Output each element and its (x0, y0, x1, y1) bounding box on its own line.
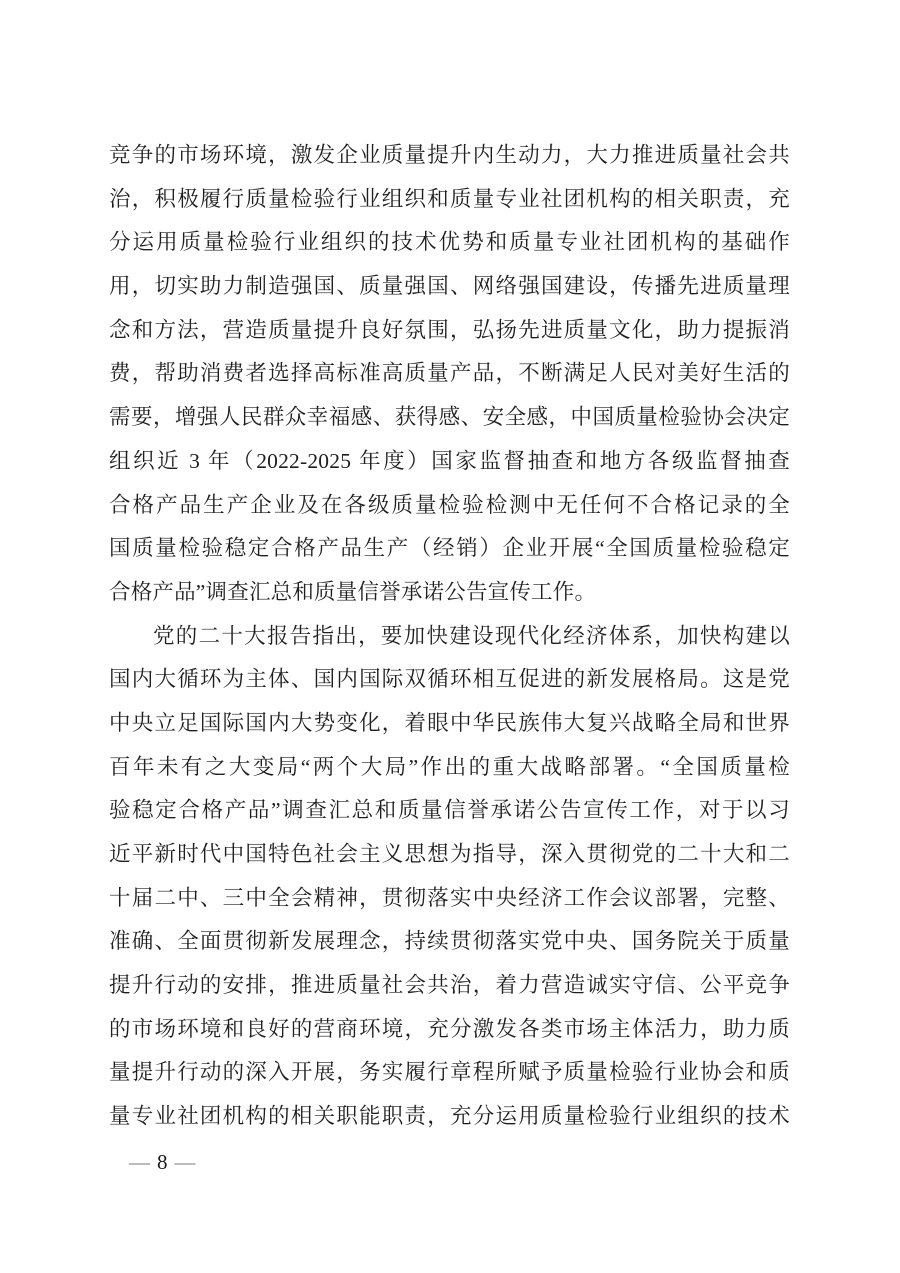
text-line: 量提升行动的深入开展，务实履行章程所赋予质量检验行业协会和质 (109, 1060, 790, 1085)
text-line: 提升行动的安排，推进质量社会共治，着力营造诚实守信、公平竞争 (109, 973, 790, 998)
text-line: 的市场环境和良好的营商环境，充分激发各类市场主体活力，助力质 (109, 1016, 790, 1041)
text-line: 分运用质量检验行业组织的技术优势和质量专业社团机构的基础作 (109, 230, 790, 255)
text-line: 十届二中、三中全会精神，贯彻落实中央经济工作会议部署，完整、 (109, 885, 790, 910)
text-line: 竞争的市场环境，激发企业质量提升内生动力，大力推进质量社会共 (109, 143, 790, 167)
text-line: 需要，增强人民群众幸福感、获得感、安全感，中国质量检验协会决定 (109, 405, 790, 430)
text-line: 准确、全面贯彻新发展理念，持续贯彻落实党中央、国务院关于质量 (109, 929, 790, 954)
page-number-dash-left: — (129, 1150, 150, 1174)
body-text (109, 134, 790, 1139)
page-number (129, 1146, 196, 1178)
text-line: 合格产品生产企业及在各级质量检验检测中无任何不合格记录的全 (109, 492, 790, 517)
text-line: 费，帮助消费者选择高标准高质量产品，不断满足人民对美好生活的 (109, 361, 790, 386)
text-line: 党的二十大报告指出，要加快建设现代化经济体系，加快构建以 (153, 623, 790, 648)
paragraph-2 (109, 615, 790, 1139)
page-number-value: 8 (157, 1150, 168, 1174)
text-line: 用，切实助力制造强国、质量强国、网络强国建设，传播先进质量理 (109, 274, 790, 299)
page-number-dash-right: — (174, 1150, 196, 1174)
text-line: 百年未有之大变局“两个大局”作出的重大战略部署。“全国质量检 (109, 754, 790, 779)
text-line: 治，积极履行质量检验行业组织和质量专业社团机构的相关职责，充 (109, 186, 790, 211)
text-line: 组织近 3 年（2022-2025 年度）国家监督抽查和地方各级监督抽查 (109, 448, 790, 473)
text-line: 近平新时代中国特色社会主义思想为指导，深入贯彻党的二十大和二 (109, 842, 790, 866)
text-line: 念和方法，营造质量提升良好氛围，弘扬先进质量文化，助力提振消 (109, 317, 790, 342)
text-line: 量专业社团机构的相关职能职责，充分运用质量检验行业组织的技术 (109, 1104, 790, 1129)
text-line: 国质量检验稳定合格产品生产（经销）企业开展“全国质量检验稳定 (109, 536, 790, 561)
text-line: 中央立足国际国内大势变化，着眼中华民族伟大复兴战略全局和世界 (109, 710, 790, 735)
text-line: 合格产品”调查汇总和质量信誉承诺公告宣传工作。 (109, 579, 597, 604)
text-line: 验稳定合格产品”调查汇总和质量信誉承诺公告宣传工作，对于以习 (109, 798, 790, 823)
text-line: 国内大循环为主体、国内国际双循环相互促进的新发展格局。这是党 (109, 667, 790, 692)
paragraph-1 (109, 134, 790, 615)
